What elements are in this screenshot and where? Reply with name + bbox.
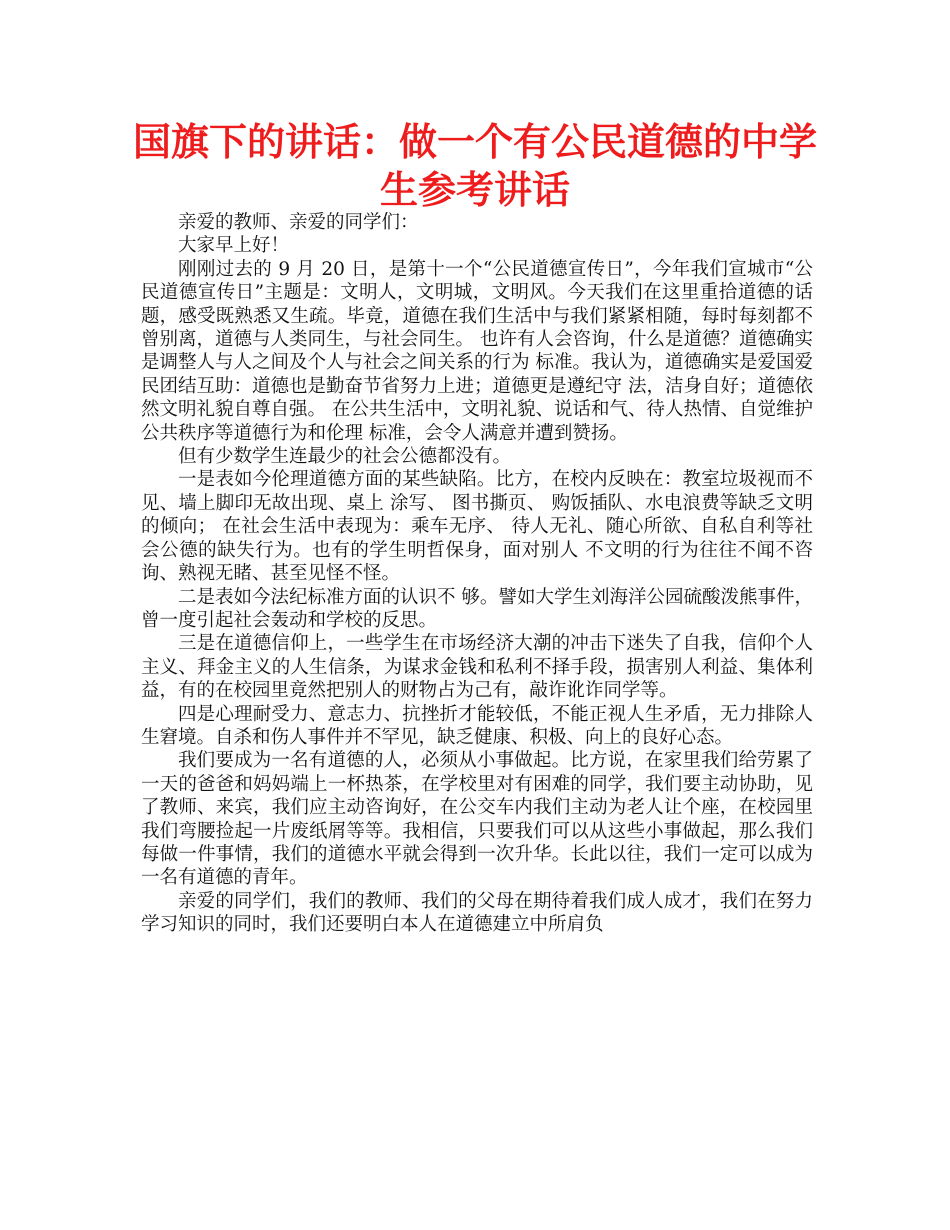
paragraph-point-three: 三是在道德信仰上，一些学生在市场经济大潮的冲击下迷失了自我，信仰个人主义、拜金主义的人生信条，为谋求金钱和私利不择手段，损害别人利益、集体利益，有的在校园里竟然把别人的财物占为己有，敲诈讹诈同学等。 [141,633,813,702]
paragraph-point-four: 四是心理耐受力、意志力、抗挫折才能较低，不能正视人生矛盾，无力排除人生窘境。自杀和伤人事件并不罕见，缺乏健康、积极、向上的良好心态。 [141,703,813,748]
paragraph-intro: 刚刚过去的 9 月 20 日，是第十一个“公民道德宣传日”，今年我们宣城市“公民道德宣传日”主题是：文明人，文明城，文明风。今天我们在这里重拾道德的话题，感受既熟悉又生疏。毕竟，道德在我们生活中与我们紧紧相随，每时每刻都不曾别离，道德与人类同生，与社会同生。 也许有人会咨询，什么是道德？道德确实是调整人与人之间及个人与社会之间关系的行为 标准。我认为，道德确实是爱国爱民团结互助：道德也是勤奋节省努力上进；道德更是遵纪守 法，洁身自好；道德依然文明礼貌自尊自强。 在公共生活中，文明礼貌、说话和气、待人热情、自觉维护公共秩序等道德行为和伦理 标准，会令人满意并遭到赞扬。 [141,258,813,444]
paragraph-point-one: 一是表如今伦理道德方面的某些缺陷。比方，在校内反映在：教室垃圾视而不见、墙上脚印无故出现、桌上 涂写、 图书撕页、 购饭插队、水电浪费等缺乏文明的倾向； 在社会生活中表现为：乘车无序、 待人无礼、随心所欲、自私自利等社会公德的缺失行为。也有的学生明哲保身，面对别人 不文明的行为往往不闻不咨询、熟视无睹、甚至见怪不怪。 [141,469,813,585]
paragraph-point-two: 二是表如今法纪标准方面的认识不 够。譬如大学生刘海洋公园硫酸泼熊事件，曾一度引起社会轰动和学校的反思。 [141,586,813,631]
paragraph-greeting: 大家早上好！ [178,235,290,257]
paragraph-closing: 亲爱的同学们，我们的教师、我们的父母在期待着我们成人成才，我们在努力学习知识的同时，我们还要明白本人在道德建立中所肩负 [141,890,813,936]
paragraph-small-things: 我们要成为一名有道德的人，必须从小事做起。比方说，在家里我们给劳累了一天的爸爸和妈妈端上一杯热茶，在学校里对有困难的同学，我们要主动协助，见了教师、来宾，我们应主动咨询好，在公交车内我们主动为老人让个座，在校园里我们弯腰捡起一片废纸屑等等。我相信，只要我们可以从这些小事做起，那么我们每做一件事情，我们的道德水平就会得到一次升华。长此以往，我们一定可以成为一名有道德的青年。 [141,750,813,889]
paragraph-salutation: 亲爱的教师、亲爱的同学们： [178,212,419,233]
paragraph-problem-intro: 但有少数学生连最少的社会公德都没有。 [178,446,512,468]
document-body [141,211,813,937]
document-title: 国旗下的讲话：做一个有公民道德的中学生参考讲话 [132,120,817,212]
